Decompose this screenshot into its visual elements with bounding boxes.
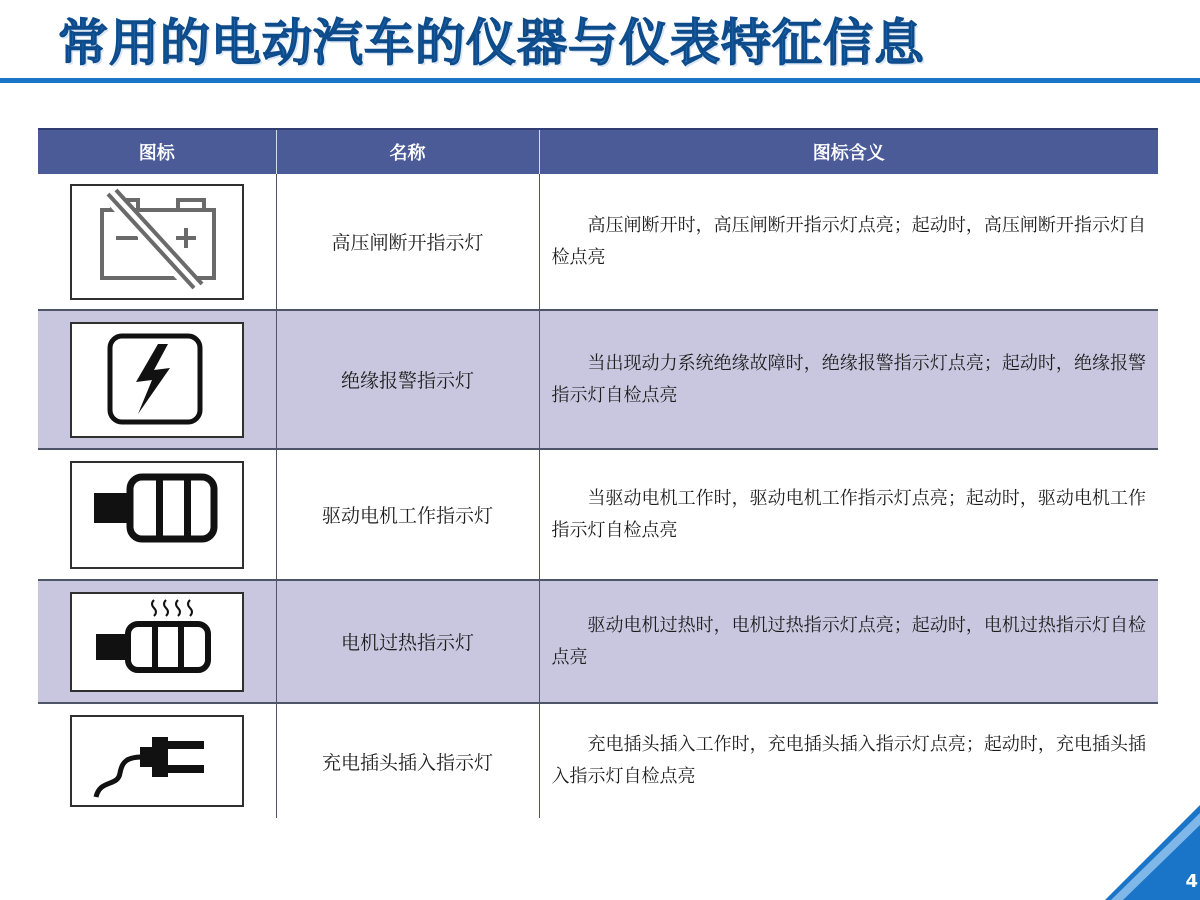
charging-plug-icon xyxy=(72,717,242,805)
icon-cell xyxy=(38,703,276,818)
table-row xyxy=(38,580,1158,703)
icon-frame xyxy=(70,715,244,807)
table-row xyxy=(38,703,1158,818)
icon-cell xyxy=(38,580,276,703)
indicator-description: 驱动电机过热时，电机过热指示灯点亮；起动时，电机过热指示灯自检点亮 xyxy=(539,580,1158,703)
header-name: 名称 xyxy=(276,129,539,174)
page-number: 4 xyxy=(1185,871,1198,892)
icon-cell xyxy=(38,449,276,580)
indicator-table-container xyxy=(38,128,1158,818)
indicator-name: 高压闸断开指示灯 xyxy=(276,174,539,310)
icon-cell xyxy=(38,174,276,310)
icon-frame xyxy=(70,592,244,692)
slide-title: 常用的电动汽车的仪器与仪表特征信息 xyxy=(58,14,925,72)
icon-frame xyxy=(70,461,244,569)
header-icon: 图标 xyxy=(38,129,276,174)
motor-icon xyxy=(72,463,242,567)
indicator-name: 充电插头插入指示灯 xyxy=(276,703,539,818)
title-divider xyxy=(0,78,1200,83)
indicator-description: 高压闸断开时，高压闸断开指示灯点亮；起动时，高压闸断开指示灯自检点亮 xyxy=(539,174,1158,310)
motor-overheat-icon xyxy=(72,594,242,690)
indicator-name: 驱动电机工作指示灯 xyxy=(276,449,539,580)
table-row xyxy=(38,449,1158,580)
indicator-name: 绝缘报警指示灯 xyxy=(276,310,539,449)
table-row xyxy=(38,310,1158,449)
battery-disconnect-icon xyxy=(72,186,242,298)
icon-frame xyxy=(70,322,244,438)
table-row xyxy=(38,174,1158,310)
icon-frame xyxy=(70,184,244,300)
header-meaning: 图标含义 xyxy=(539,129,1158,174)
indicator-description: 充电插头插入工作时，充电插头插入指示灯点亮；起动时，充电插头插入指示灯自检点亮 xyxy=(551,734,1146,787)
indicator-table xyxy=(38,128,1158,818)
icon-cell xyxy=(38,310,276,449)
indicator-description: 当出现动力系统绝缘故障时，绝缘报警指示灯点亮；起动时，绝缘报警指示灯自检点亮 xyxy=(539,310,1158,449)
lightning-bolt-icon xyxy=(72,324,242,436)
table-header-row xyxy=(38,129,1158,174)
indicator-description: 当驱动电机工作时，驱动电机工作指示灯点亮；起动时，驱动电机工作指示灯自检点亮 xyxy=(539,449,1158,580)
indicator-name: 电机过热指示灯 xyxy=(276,580,539,703)
